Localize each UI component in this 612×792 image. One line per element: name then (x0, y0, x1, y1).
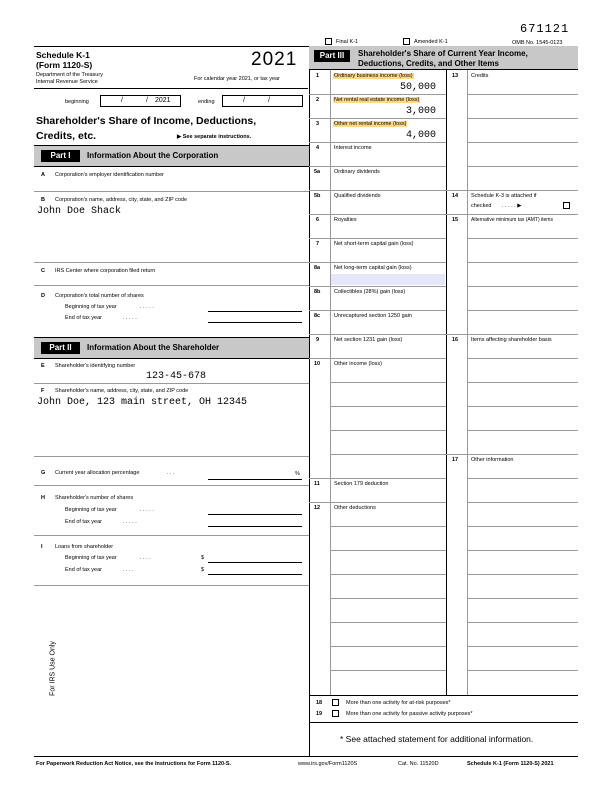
schedule-k3-checkbox[interactable] (563, 202, 570, 209)
line-i-letter: I (41, 544, 43, 550)
line-11-label: Section 179 deduction (334, 481, 389, 487)
line-14-dots: . . . . . ▶ (502, 203, 522, 209)
dept-treasury: Department of the Treasury (36, 72, 103, 78)
line-2-value[interactable]: 3,000 (406, 106, 437, 117)
line-i-label: Loans from shareholder (55, 544, 114, 550)
final-k1-label: Final K-1 (336, 39, 359, 45)
tax-year-text: 2021 (251, 49, 298, 70)
line-3-value[interactable]: 4,000 (406, 130, 437, 141)
shareholder-shares-begin-field[interactable] (208, 514, 302, 515)
tax-year (251, 49, 297, 71)
line-h-end-dots: . . . . . (123, 519, 137, 525)
p3-rule-8b (309, 310, 446, 311)
p3r-rule-14 (446, 214, 578, 215)
line-8c-num: 8c (314, 313, 321, 319)
part3-title-2: Deductions, Credits, and Other Items (358, 59, 499, 68)
line-1-num: 1 (316, 73, 320, 79)
shares-begin-field[interactable] (208, 311, 302, 312)
pct-sign: % (295, 471, 300, 477)
attached-statement: * See attached statement for additional information. (340, 734, 534, 744)
line-12-label: Other deductions (334, 505, 376, 511)
part1-title: Information About the Corporation (87, 151, 219, 160)
line-h-end: End of tax year (65, 519, 102, 525)
shareholder-id-value[interactable]: 123-45-678 (146, 371, 207, 382)
p3r-rule-17f (467, 598, 578, 599)
rule-a (34, 191, 309, 192)
part3-tag: Part III (314, 50, 350, 62)
p3r-rule-15d (467, 310, 578, 311)
line-8a-num: 8a (314, 265, 321, 271)
line-6-num: 6 (316, 217, 320, 223)
p3-rule-10a (330, 382, 446, 383)
rule-g (34, 485, 309, 486)
p3r-rule-15c (467, 286, 578, 287)
line-d-begin-dots: . . . . . (140, 304, 154, 310)
omb-number: OMB No. 1545-0123 (512, 40, 563, 46)
line-e-letter: E (41, 363, 45, 369)
line-10-label: Other income (loss) (334, 361, 382, 367)
p3r-rule-13 (446, 190, 578, 191)
p3r-rule-4 (467, 166, 578, 167)
shareholder-address-value[interactable]: John Doe, 123 main street, OH 12345 (37, 397, 248, 408)
footer-cat: Cat. No. 11520D (398, 761, 439, 767)
line-c-letter: C (41, 268, 45, 274)
p3-rule-4 (309, 166, 446, 167)
p3r-rule-2 (467, 118, 578, 119)
p3-rule-12g (330, 670, 446, 671)
p3r-rule-17c (467, 526, 578, 527)
line-a-letter: A (41, 172, 45, 178)
line-8c-label: Unrecaptured section 1250 gain (334, 313, 412, 319)
line-19-label: More than one activity for passive activity purposes* (346, 711, 473, 717)
p3r-rule-16a (467, 358, 578, 359)
p3-rule-1 (309, 94, 446, 95)
line-b-letter: B (41, 197, 45, 203)
line-h-label: Shareholder's number of shares (55, 495, 134, 501)
line-11-num: 11 (314, 481, 320, 487)
irs-use-only: For IRS Use Only (49, 641, 57, 696)
line-19-num: 19 (316, 711, 323, 717)
line-1-label: Ordinary business income (loss) (334, 73, 413, 79)
p3-rule-8a (309, 286, 446, 287)
header-rule (34, 88, 308, 89)
part3-title-1: Shareholder's Share of Current Year Income, (358, 49, 528, 58)
line-16-label: Items affecting shareholder basis (471, 337, 552, 343)
p3-rule-12b (330, 550, 446, 551)
p3r-rule-17h (467, 646, 578, 647)
footer-url[interactable]: www.irs.gov/Form1120S (298, 761, 358, 767)
beginning-label: beginning (65, 99, 89, 105)
line-a-label: Corporation's employer identification number (55, 172, 164, 178)
line-h-begin-dots: . . . . . (140, 507, 154, 513)
p3-rule-5a (309, 190, 446, 191)
p3-rule-2 (309, 118, 446, 119)
main-title-2: Credits, etc. (36, 130, 97, 142)
line-d-begin: Beginning of tax year (65, 304, 117, 310)
p3-rule-12a (330, 526, 446, 527)
line-5a-label: Ordinary dividends (334, 169, 380, 175)
line-4-label: Interest income (334, 145, 372, 151)
p3r-rule-17a (467, 478, 578, 479)
line-7-num: 7 (316, 241, 320, 247)
line-10-num: 10 (314, 361, 321, 367)
p3-rule-10b (330, 406, 446, 407)
line-14-label-1: Schedule K-3 is attached if (471, 193, 537, 199)
center-divider (309, 46, 310, 756)
line-i-end-dots: . . . . (123, 567, 134, 573)
final-k1-checkbox[interactable] (325, 38, 332, 45)
rule-h (34, 535, 309, 536)
p3-rule-8c (309, 334, 446, 335)
p3-rule-12f (330, 646, 446, 647)
see-instructions: ▶ See separate instructions. (177, 134, 252, 140)
p3-rule-5b (309, 214, 446, 215)
footer-notice: For Paperwork Reduction Act Notice, see the Instructions for Form 1120-S. (36, 761, 232, 767)
p3-col-mid (446, 70, 447, 695)
line-h-begin: Beginning of tax year (65, 507, 117, 513)
calendar-year-text: For calendar year 2021, or tax year (194, 76, 280, 82)
rule-19 (309, 722, 578, 723)
beginning-slash-2: / (146, 97, 148, 104)
line-7-label: Net short-term capital gain (loss) (334, 241, 414, 247)
line-f-letter: F (41, 388, 45, 394)
p3-rule-12e (330, 622, 446, 623)
p3r-rule-15a (467, 238, 578, 239)
dept-irs: Internal Revenue Service (36, 79, 98, 85)
line-4-num: 4 (316, 145, 320, 151)
amended-k1-label: Amended K-1 (414, 39, 448, 45)
line-g-label: Current year allocation percentage (55, 470, 140, 476)
shares-end-field[interactable] (208, 322, 302, 323)
p3r-rule-17g (467, 622, 578, 623)
p3r-rule-16c (467, 406, 578, 407)
part2-tag: Part II (41, 342, 80, 354)
line-i-begin: Beginning of tax year (65, 555, 117, 561)
line-c-label: IRS Center where corporation filed return (55, 268, 156, 274)
p3-rule-12d (330, 598, 446, 599)
line-12-num: 12 (314, 505, 321, 511)
ending-slash-1: / (243, 97, 245, 104)
rule-f (34, 456, 309, 457)
line-g-dots: . . . (167, 470, 175, 476)
p3r-rule-17i (467, 670, 578, 671)
line-9-label: Net section 1231 gain (loss) (334, 337, 403, 343)
line-3-num: 3 (316, 121, 320, 127)
part1-tag: Part I (41, 150, 80, 162)
beginning-year: 2021 (155, 97, 171, 104)
line-8b-label: Collectibles (28%) gain (loss) (334, 289, 406, 295)
p3r-rule-16 (446, 454, 578, 455)
line-13-num: 13 (452, 73, 459, 79)
loan-end-dollar: $ (201, 567, 205, 573)
p3-rule-3 (309, 142, 446, 143)
p3r-rule-17b (467, 502, 578, 503)
part2-title: Information About the Shareholder (87, 343, 220, 352)
p3-rule-11 (309, 502, 446, 503)
line-d-end-dots: . . . . . (123, 315, 137, 321)
line-18-label: More than one activity for at-risk purposes* (346, 700, 451, 706)
p3-rule-12c (330, 574, 446, 575)
p3r-rule-15 (446, 334, 578, 335)
p3-bottom-rule (309, 695, 578, 696)
line-i-end: End of tax year (65, 567, 102, 573)
line-5a-num: 5a (314, 169, 321, 175)
footer-form: Schedule K-1 (Form 1120-S) 2021 (467, 761, 554, 767)
line-e-label: Shareholder's identifying number (55, 363, 136, 369)
beginning-date-field[interactable] (100, 95, 181, 107)
corporation-name-value[interactable]: John Doe Shack (37, 206, 122, 217)
line-9-num: 9 (316, 337, 320, 343)
line-14-num: 14 (452, 193, 459, 199)
line-b-label: Corporation's name, address, city, state, and ZIP code (55, 197, 187, 203)
p3r-rule-17d (467, 550, 578, 551)
line-2-num: 2 (316, 97, 320, 103)
line-17-num: 17 (452, 457, 459, 463)
main-title-1: Shareholder's Share of Income, Deductions, (36, 115, 257, 127)
allocation-pct-field[interactable] (208, 479, 302, 480)
p3-rule-10d (330, 454, 446, 455)
loan-begin-field[interactable] (208, 562, 302, 563)
p3r-rule-1 (467, 94, 578, 95)
shareholder-shares-end-field[interactable] (208, 526, 302, 527)
rule-i (34, 585, 309, 586)
line-8a-label: Net long-term capital gain (loss) (334, 265, 412, 271)
line-3-label: Other net rental income (loss) (334, 121, 407, 127)
line-15-label: Alternative minimum tax (AMT) items (471, 217, 553, 223)
ending-date-field[interactable] (222, 95, 303, 107)
schedule-title: Schedule K-1 (36, 50, 90, 60)
beginning-slash-1: / (121, 97, 123, 104)
line-d-end: End of tax year (65, 315, 102, 321)
line-5b-label: Qualified dividends (334, 193, 381, 199)
p3r-rule-3 (467, 142, 578, 143)
line-18-num: 18 (316, 700, 323, 706)
line-g-letter: G (41, 470, 46, 476)
loan-begin-dollar: $ (201, 555, 205, 561)
line-6-label: Royalties (334, 217, 357, 223)
loan-end-field[interactable] (208, 574, 302, 575)
p3-rule-10 (309, 478, 446, 479)
p3-rule-10c (330, 430, 446, 431)
bottom-rule (34, 756, 578, 757)
line-1-value[interactable]: 50,000 (400, 82, 437, 93)
line-8a-value-field[interactable] (331, 274, 445, 285)
line-d-label: Corporation's total number of shares (55, 293, 144, 299)
ending-slash-2: / (268, 97, 270, 104)
line-5b-num: 5b (314, 193, 321, 199)
p3r-rule-15b (467, 262, 578, 263)
p3-rule-7 (309, 262, 446, 263)
line-h-letter: H (41, 495, 45, 501)
line-13-label: Credits (471, 73, 489, 79)
p3-rule-6 (309, 238, 446, 239)
ending-label: ending (198, 99, 215, 105)
line-f-label: Shareholder's name, address, city, state, and ZIP code (55, 388, 189, 394)
rule-e (34, 383, 309, 384)
line-2-label: Net rental real estate income (loss) (334, 97, 420, 103)
rule-b (34, 262, 309, 263)
p3r-rule-16b (467, 382, 578, 383)
form-ref: (Form 1120-S) (36, 60, 93, 70)
line-8b-num: 8b (314, 289, 321, 295)
rule-c (34, 285, 309, 286)
form-number: 671121 (520, 22, 570, 36)
line-17-label: Other information (471, 457, 514, 463)
line-16-num: 16 (452, 337, 459, 343)
line-18-checkbox[interactable] (332, 699, 339, 706)
line-d-letter: D (41, 293, 45, 299)
line-19-checkbox[interactable] (332, 710, 339, 717)
amended-k1-checkbox[interactable] (403, 38, 410, 45)
p3r-rule-17e (467, 574, 578, 575)
line-i-begin-dots: . . . . (140, 555, 151, 561)
line-14-label-2: checked (471, 203, 492, 209)
p3-rule-9 (309, 358, 446, 359)
line-15-num: 15 (452, 217, 459, 223)
p3r-rule-16d (467, 430, 578, 431)
